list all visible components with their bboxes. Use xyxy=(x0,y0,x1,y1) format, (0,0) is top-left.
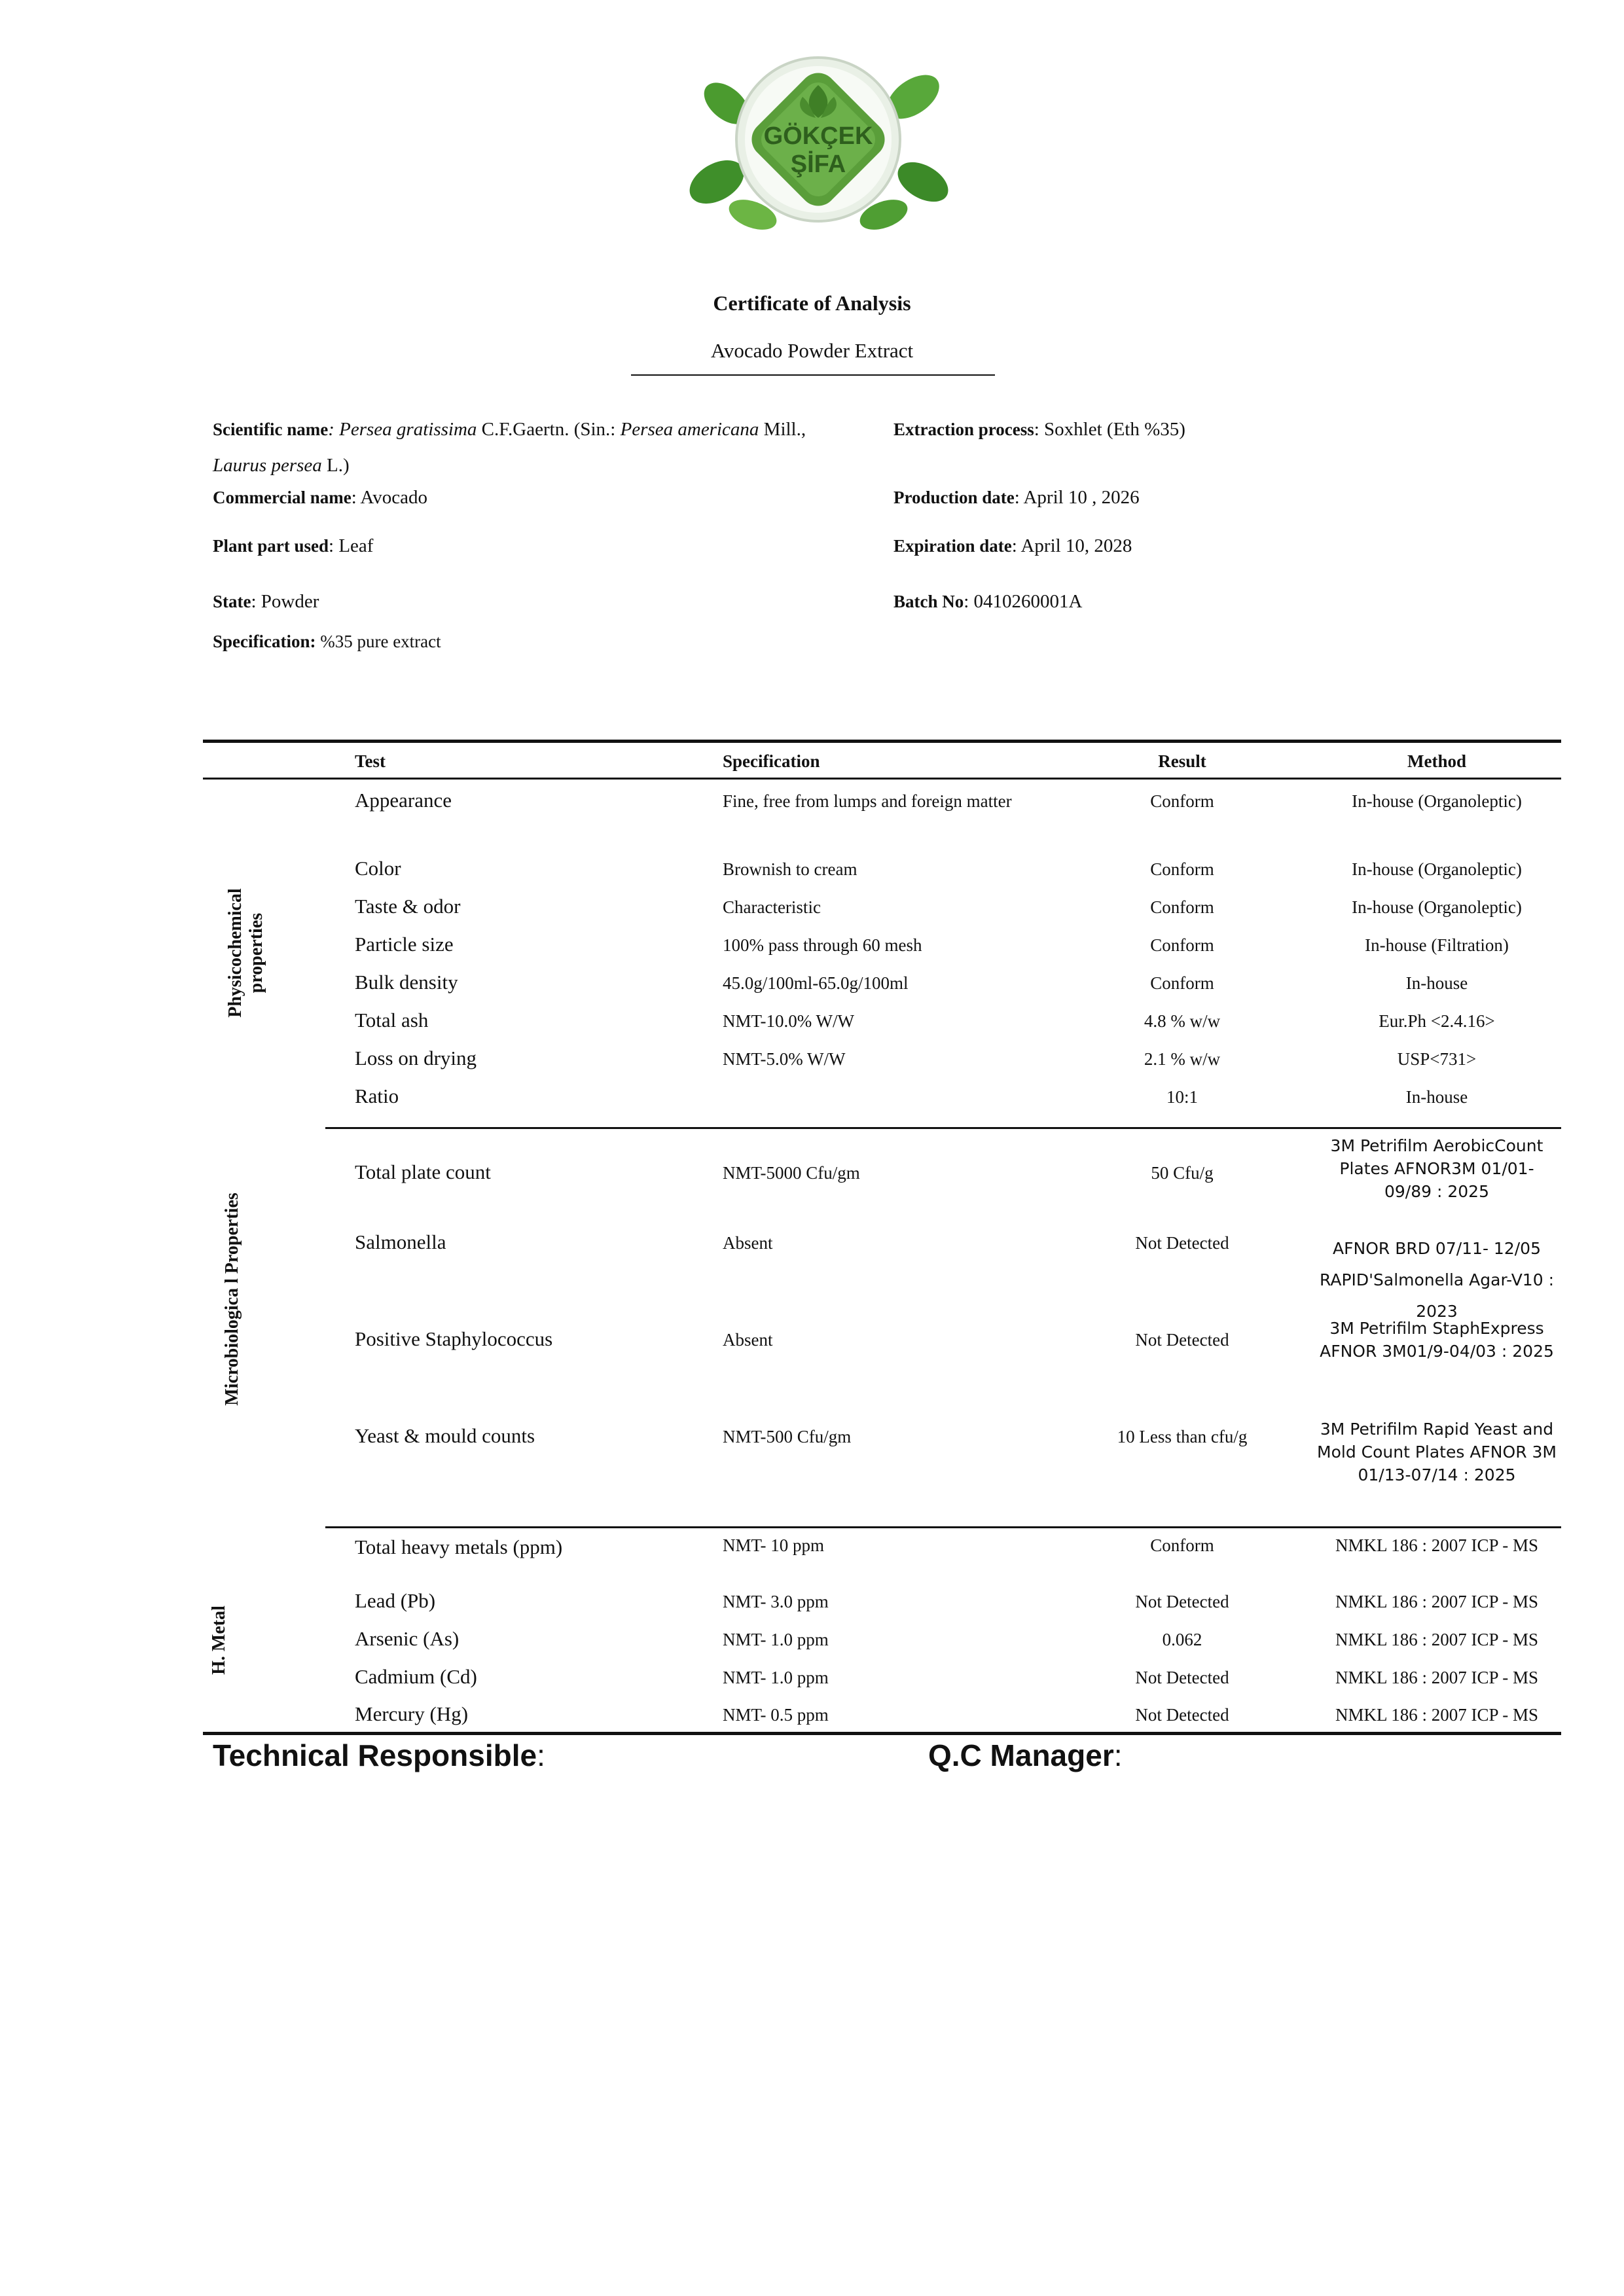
test-name: Color xyxy=(355,857,401,880)
result-value: Not Detected xyxy=(1135,1668,1229,1687)
plant-part-label: Plant part used xyxy=(213,536,329,556)
header-bottom-rule xyxy=(203,778,1561,780)
batch-label: Batch No xyxy=(893,592,964,611)
expiration-label: Expiration date xyxy=(893,536,1012,556)
company-logo xyxy=(681,45,956,241)
test-name: Total heavy metals (ppm) xyxy=(355,1535,563,1558)
result-value: 4.8 % w/w xyxy=(1144,1011,1221,1031)
test-name: Bulk density xyxy=(355,971,458,994)
table-row xyxy=(0,1589,1624,1617)
production-date xyxy=(893,487,1140,509)
table-row xyxy=(0,1230,1624,1321)
method-value: NMKL 186 : 2007 ICP - MS xyxy=(1335,1668,1539,1687)
commercial-name-label: Commercial name xyxy=(213,488,352,507)
method-value: USP<731> xyxy=(1397,1049,1477,1069)
spec-value: NMT-10.0% W/W xyxy=(723,1011,854,1031)
state-label: State xyxy=(213,592,251,611)
micro-bottom-rule xyxy=(325,1526,1561,1528)
method-value: NMKL 186 : 2007 ICP - MS xyxy=(1335,1535,1539,1555)
spec-value: NMT-500 Cfu/gm xyxy=(723,1427,852,1446)
result-value: Conform xyxy=(1150,897,1214,917)
result-value: 0.062 xyxy=(1162,1630,1202,1649)
header-result: Result xyxy=(1158,751,1206,771)
test-name: Positive Staphylococcus xyxy=(355,1327,553,1350)
technical-responsible-signature xyxy=(213,1738,545,1773)
extraction-value: : Soxhlet (Eth %35) xyxy=(1034,419,1185,440)
table-row xyxy=(0,895,1624,922)
result-value: Not Detected xyxy=(1135,1330,1229,1350)
test-name: Particle size xyxy=(355,933,454,956)
plant-part-used xyxy=(213,535,373,557)
extraction-process xyxy=(893,419,1185,440)
table-top-rule xyxy=(203,740,1561,743)
spec-value: NMT-5000 Cfu/gm xyxy=(723,1163,860,1183)
scientific-species: Persea gratissima xyxy=(339,419,477,440)
method-value xyxy=(1299,1317,1574,1363)
table-row xyxy=(0,1009,1624,1036)
scientific-sep: : xyxy=(328,419,340,440)
test-name: Mercury (Hg) xyxy=(355,1702,469,1725)
method-value: In-house (Filtration) xyxy=(1365,935,1509,955)
qc-manager-label: Q.C Manager xyxy=(928,1738,1114,1772)
spec-value: NMT- 10 ppm xyxy=(723,1535,825,1555)
test-name: Loss on drying xyxy=(355,1047,477,1069)
method-value: In-house (Organoleptic) xyxy=(1352,859,1522,879)
spec-value: Absent xyxy=(723,1233,773,1253)
method-value xyxy=(1299,1418,1574,1486)
group-label-microbiological: Microbiologica l Properties xyxy=(222,1193,242,1406)
method-value xyxy=(1299,1233,1574,1327)
method-line: 09/89 : 2025 xyxy=(1384,1182,1489,1201)
title-underline xyxy=(631,374,995,376)
spec-value: NMT- 1.0 ppm xyxy=(723,1630,829,1649)
table-row xyxy=(0,1134,1624,1206)
spec-value: 45.0g/100ml-65.0g/100ml xyxy=(723,973,909,993)
test-name: Ratio xyxy=(355,1085,399,1107)
method-line: 3M Petrifilm StaphExpress xyxy=(1329,1319,1544,1338)
method-line: RAPID'Salmonella Agar-V10 : xyxy=(1319,1270,1554,1289)
test-name: Total ash xyxy=(355,1009,429,1031)
group-label-physicochemical: Physicochemical properties xyxy=(225,888,266,1018)
commercial-name-value: : Avocado xyxy=(351,487,427,508)
table-row xyxy=(0,971,1624,998)
qc-colon: : xyxy=(1113,1738,1123,1772)
method-value xyxy=(1299,1134,1574,1203)
scientific-author: C.F.Gaertn. (Sin.: xyxy=(477,419,621,440)
test-name: Cadmium (Cd) xyxy=(355,1665,477,1688)
method-value: Eur.Ph <2.4.16> xyxy=(1379,1011,1495,1031)
test-name: Appearance xyxy=(355,789,452,812)
specification xyxy=(213,632,441,652)
table-row xyxy=(0,857,1624,884)
test-name: Taste & odor xyxy=(355,895,461,918)
spec-value: Fine, free from lumps and foreign matter xyxy=(723,791,1012,811)
table-row xyxy=(0,789,1624,816)
method-line: Mold Count Plates AFNOR 3M xyxy=(1317,1443,1557,1462)
table-row xyxy=(0,1702,1624,1730)
table-row xyxy=(0,1420,1624,1496)
method-line: AFNOR 3M01/9-04/03 : 2025 xyxy=(1320,1342,1554,1361)
test-name: Lead (Pb) xyxy=(355,1589,436,1612)
method-line: 3M Petrifilm AerobicCount xyxy=(1330,1136,1543,1155)
method-value: In-house xyxy=(1405,1087,1468,1107)
method-value: NMKL 186 : 2007 ICP - MS xyxy=(1335,1705,1539,1725)
extraction-label: Extraction process xyxy=(893,420,1034,439)
physico-bottom-rule xyxy=(325,1127,1561,1129)
product-name: Avocado Powder Extract xyxy=(710,339,914,362)
table-bottom-rule xyxy=(203,1732,1561,1735)
document-title: Certificate of Analysis xyxy=(713,291,911,315)
technical-responsible-label: Technical Responsible xyxy=(213,1738,537,1772)
result-value: Conform xyxy=(1150,859,1214,879)
scientific-syn1-author: Mill., xyxy=(759,419,806,440)
test-name: Yeast & mould counts xyxy=(355,1424,535,1447)
table-row xyxy=(0,1319,1624,1380)
production-label: Production date xyxy=(893,488,1015,507)
result-value: 2.1 % w/w xyxy=(1144,1049,1221,1069)
technical-colon: : xyxy=(537,1738,545,1772)
production-value: : April 10 , 2026 xyxy=(1014,487,1140,508)
spec-value: Absent xyxy=(723,1330,773,1350)
result-value: Not Detected xyxy=(1135,1233,1229,1253)
commercial-name xyxy=(213,487,427,509)
test-name: Salmonella xyxy=(355,1230,446,1253)
result-value: Not Detected xyxy=(1135,1705,1229,1725)
specification-value: %35 pure extract xyxy=(316,632,441,651)
method-value: In-house xyxy=(1405,973,1468,993)
header-test: Test xyxy=(355,751,386,771)
result-value: 50 Cfu/g xyxy=(1151,1163,1214,1183)
spec-value: Characteristic xyxy=(723,897,821,917)
spec-value: Brownish to cream xyxy=(723,859,857,879)
scientific-name-label: Scientific name xyxy=(213,420,329,439)
table-row xyxy=(0,1085,1624,1112)
scientific-name-line1 xyxy=(213,419,806,440)
spec-value: NMT-5.0% W/W xyxy=(723,1049,846,1069)
method-value: In-house (Organoleptic) xyxy=(1352,897,1522,917)
batch-value: : 0410260001A xyxy=(964,591,1083,612)
logo-text-1: GÖKÇEK xyxy=(763,122,873,150)
qc-manager-signature xyxy=(928,1738,1123,1773)
method-line: AFNOR BRD 07/11- 12/05 xyxy=(1333,1239,1541,1258)
test-name: Arsenic (As) xyxy=(355,1627,460,1650)
result-value: Not Detected xyxy=(1135,1592,1229,1611)
result-value: Conform xyxy=(1150,935,1214,955)
plant-part-value: : Leaf xyxy=(329,535,374,556)
spec-value: 100% pass through 60 mesh xyxy=(723,935,922,955)
method-line: Plates AFNOR3M 01/01- xyxy=(1339,1159,1534,1178)
method-line: 01/13-07/14 : 2025 xyxy=(1358,1465,1516,1484)
table-row xyxy=(0,933,1624,960)
spec-value: NMT- 1.0 ppm xyxy=(723,1668,829,1687)
test-name: Total plate count xyxy=(355,1160,491,1183)
scientific-name-line2 xyxy=(213,455,350,476)
method-line: 3M Petrifilm Rapid Yeast and xyxy=(1320,1420,1554,1439)
method-value: NMKL 186 : 2007 ICP - MS xyxy=(1335,1592,1539,1611)
method-value: In-house (Organoleptic) xyxy=(1352,791,1522,811)
result-value: 10 Less than cfu/g xyxy=(1117,1427,1248,1446)
expiration-date xyxy=(893,535,1132,557)
header-specification: Specification xyxy=(723,751,820,771)
scientific-syn1: Persea americana xyxy=(620,419,759,440)
table-row xyxy=(0,1535,1624,1563)
spec-value: NMT- 3.0 ppm xyxy=(723,1592,829,1611)
expiration-value: : April 10, 2028 xyxy=(1011,535,1132,556)
result-value: 10:1 xyxy=(1166,1087,1198,1107)
header-method: Method xyxy=(1407,751,1466,771)
logo-text-2: ŞİFA xyxy=(790,151,846,178)
specification-label: Specification: xyxy=(213,632,316,651)
method-value: NMKL 186 : 2007 ICP - MS xyxy=(1335,1630,1539,1649)
spec-value: NMT- 0.5 ppm xyxy=(723,1705,829,1725)
scientific-syn2: Laurus persea xyxy=(213,455,322,476)
result-value: Conform xyxy=(1150,973,1214,993)
method-line: 2023 xyxy=(1416,1302,1458,1321)
result-value: Conform xyxy=(1150,791,1214,811)
result-value: Conform xyxy=(1150,1535,1214,1555)
table-row xyxy=(0,1627,1624,1655)
batch-no xyxy=(893,591,1083,613)
state xyxy=(213,591,319,613)
table-row xyxy=(0,1665,1624,1693)
table-row xyxy=(0,1047,1624,1074)
scientific-syn2-author: L.) xyxy=(321,455,350,476)
state-value: : Powder xyxy=(251,591,319,612)
group-label-heavy-metal: H. Metal xyxy=(209,1605,229,1675)
